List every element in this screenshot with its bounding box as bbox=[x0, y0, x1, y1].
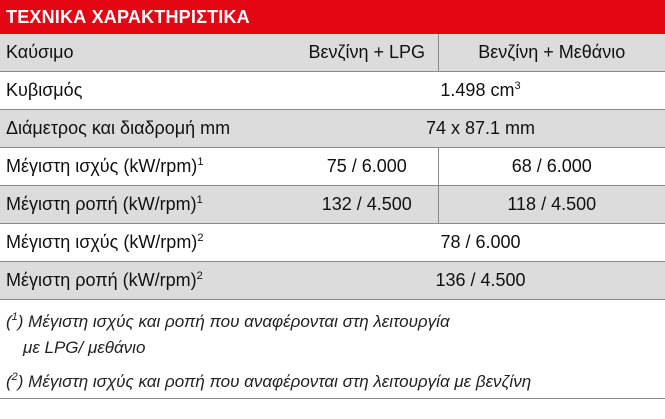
cell-value: 136 / 4.500 bbox=[296, 262, 665, 300]
value-text: 1.498 cm bbox=[440, 80, 515, 100]
table-row-bore-stroke bbox=[0, 110, 665, 148]
row-label bbox=[0, 186, 296, 224]
row-label: Διάμετρος και διαδρομή mm bbox=[0, 110, 296, 148]
cell-lpg: 75 / 6.000 bbox=[296, 148, 438, 186]
cell-value bbox=[296, 72, 665, 110]
label-text: Μέγιστη ροπή (kW/rpm) bbox=[6, 270, 197, 290]
label-text: Μέγιστη ισχύς (kW/rpm) bbox=[6, 232, 198, 252]
label-text: Μέγιστη ροπή (kW/rpm) bbox=[6, 194, 197, 214]
cell-value: 74 x 87.1 mm bbox=[296, 110, 665, 148]
cell-lpg: 132 / 4.500 bbox=[296, 186, 438, 224]
table-row-displacement bbox=[0, 72, 665, 110]
cell-methane: 118 / 4.500 bbox=[438, 186, 665, 224]
label-superscript: 2 bbox=[196, 270, 203, 282]
cell-methane: Βενζίνη + Μεθάνιο bbox=[438, 34, 665, 72]
cell-methane: 68 / 6.000 bbox=[438, 148, 665, 186]
row-label bbox=[0, 148, 296, 186]
row-label: Καύσιμο bbox=[0, 34, 296, 72]
value-superscript: 3 bbox=[514, 80, 521, 92]
section-title: ΤΕΧΝΙΚΑ ΧΑΡΑΚΤΗΡΙΣΤΙΚΑ bbox=[0, 0, 665, 34]
label-superscript: 2 bbox=[197, 232, 204, 244]
footnote-1-open-paren: ( bbox=[6, 312, 12, 331]
footnote-2-text: ) Μέγιστη ισχύς και ροπή που αναφέρονται στη λειτουργία με βενζίνη bbox=[17, 372, 532, 391]
cell-lpg: Βενζίνη + LPG bbox=[296, 34, 438, 72]
footnote-2-marker: 2 bbox=[11, 371, 18, 383]
label-text: Μέγιστη ισχύς (kW/rpm) bbox=[6, 156, 198, 176]
table-row-max-torque-1 bbox=[0, 186, 665, 224]
table-row-fuel bbox=[0, 34, 665, 72]
footnote-2 bbox=[0, 361, 665, 393]
table-row-max-torque-2 bbox=[0, 262, 665, 300]
table-row-max-power-2 bbox=[0, 224, 665, 262]
footnote-divider bbox=[0, 397, 665, 399]
label-superscript: 1 bbox=[196, 194, 203, 206]
footnote-1-marker: 1 bbox=[11, 311, 18, 323]
footnotes bbox=[0, 300, 665, 399]
footnote-1 bbox=[0, 300, 665, 361]
row-label: Κυβισμός bbox=[0, 72, 296, 110]
footnote-2-open-paren: ( bbox=[6, 372, 12, 391]
table-row-max-power-1 bbox=[0, 148, 665, 186]
footnote-1-text: ) Μέγιστη ισχύς και ροπή που αναφέρονται στη λειτουργία bbox=[17, 312, 450, 331]
row-label bbox=[0, 224, 296, 262]
specs-table bbox=[0, 34, 665, 300]
footnote-1-line-1 bbox=[6, 309, 659, 335]
row-label bbox=[0, 262, 296, 300]
label-superscript: 1 bbox=[197, 156, 204, 168]
cell-value: 78 / 6.000 bbox=[296, 224, 665, 262]
footnote-1-line-2: με LPG/ μεθάνιο bbox=[23, 338, 146, 357]
